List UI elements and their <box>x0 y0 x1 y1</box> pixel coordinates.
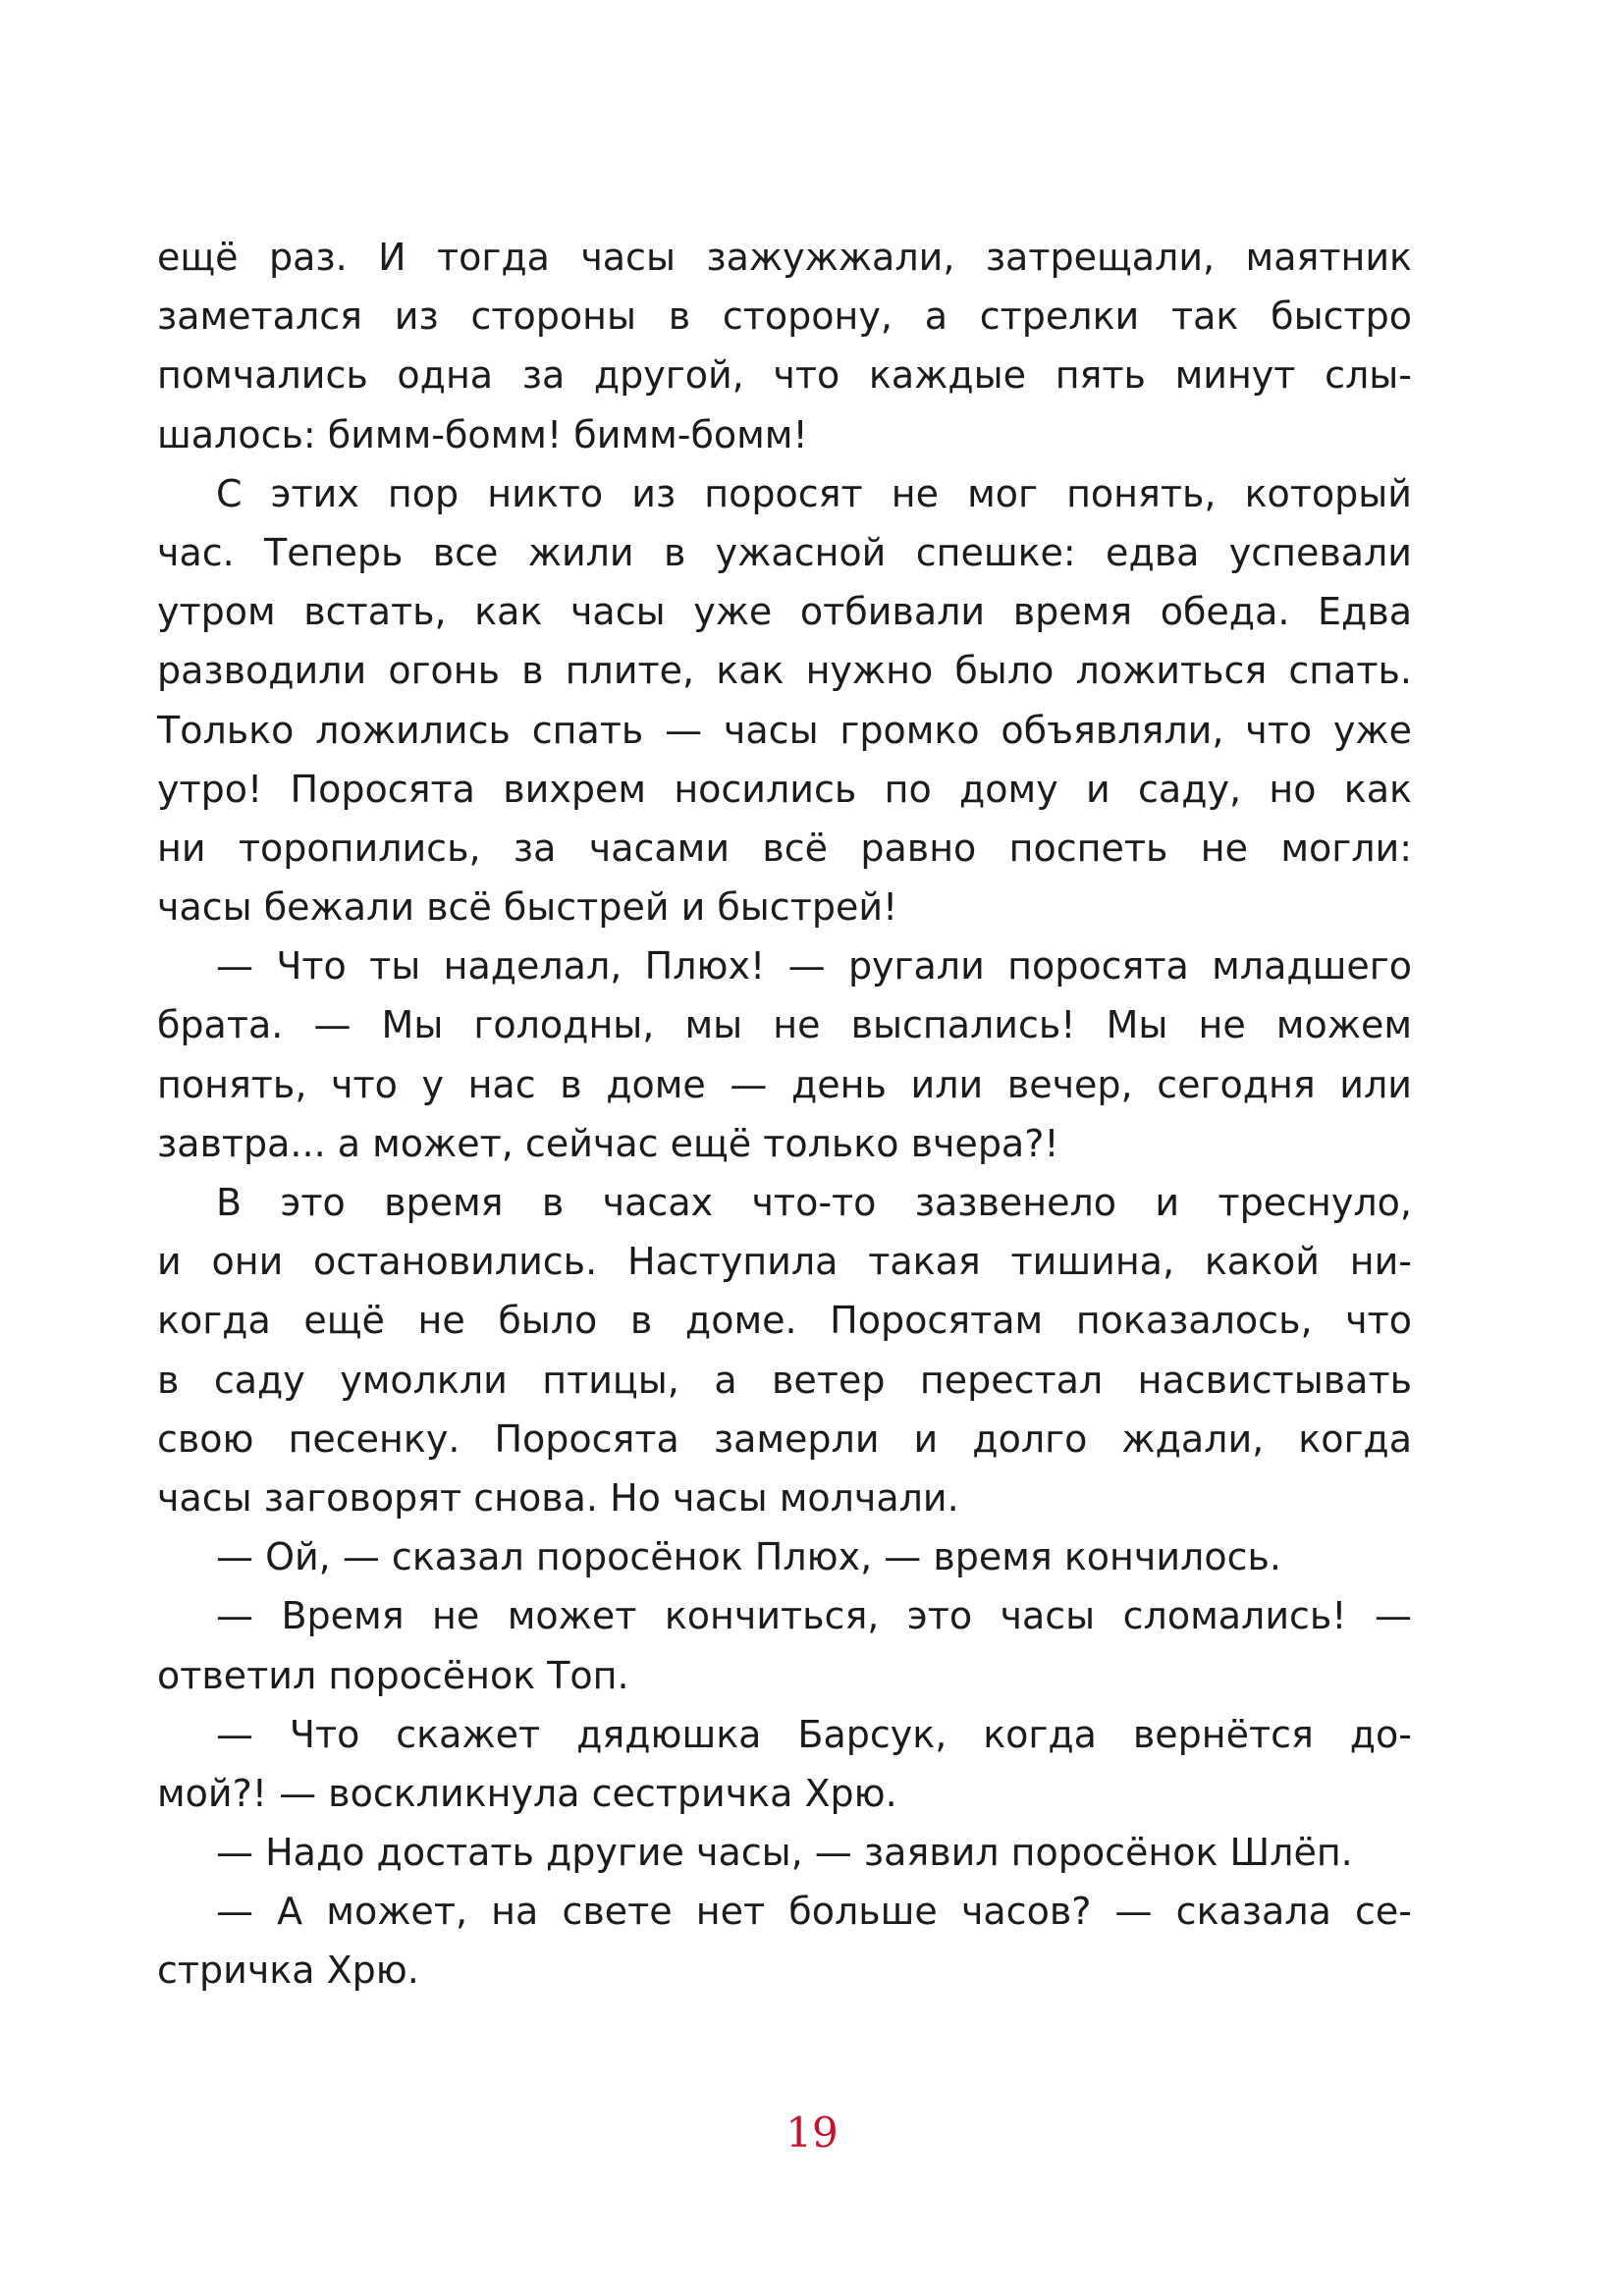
text-line: час. Теперь все жили в ужасной спешке: едва успевали <box>157 530 1412 574</box>
paragraph <box>157 1823 1412 1882</box>
text-line: понять, что у нас в доме — день или вечер, сегодня или <box>157 1062 1412 1106</box>
text-line: — Ой, — сказал поросёнок Плюх, — время кончилось. <box>216 1535 1281 1579</box>
text-line: — Что ты наделал, Плюх! — ругали поросята младшего <box>216 944 1412 988</box>
text-line: утро! Поросята вихрем носились по дому и саду, но как <box>157 767 1412 811</box>
text-line: С этих пор никто из поросят не мог понять, который <box>216 471 1412 515</box>
text-line: стричка Хрю. <box>157 1949 419 1993</box>
paragraph <box>157 936 1412 1173</box>
text-line: ещё раз. И тогда часы зажужжали, затрещали, маятник <box>157 236 1412 279</box>
paragraph <box>157 1705 1412 1823</box>
text-line: — Надо достать другие часы, — заявил поросёнок Шлёп. <box>216 1831 1353 1875</box>
paragraph <box>157 1882 1412 2000</box>
text-line: — Что скажет дядюшка Барсук, когда вернётся до- <box>216 1712 1412 1756</box>
text-line: часы заговорят снова. Но часы молчали. <box>157 1475 959 1520</box>
text-line: В это время в часах что-то зазвенело и треснуло, <box>216 1181 1412 1224</box>
text-line: утром встать, как часы уже отбивали время обеда. Едва <box>157 590 1412 634</box>
text-line: часы бежали всё быстрей и быстрей! <box>157 885 898 930</box>
paragraph <box>157 228 1412 464</box>
paragraph <box>157 1527 1412 1586</box>
text-line: заметался из стороны в сторону, а стрелки так быстро <box>157 294 1412 339</box>
text-line: свою песенку. Поросята замерли и долго ждали, когда <box>157 1416 1412 1461</box>
text-line: брата. — Мы голодны, мы не выспались! Мы не можем <box>157 1003 1412 1047</box>
paragraph <box>157 1173 1412 1527</box>
text-line: ни торопились, за часами всё равно поспеть не могли: <box>157 826 1412 870</box>
text-line: — А может, на свете нет больше часов? — сказала се- <box>216 1890 1412 1934</box>
text-line: Только ложились спать — часы громко объявляли, что уже <box>157 708 1412 752</box>
page-number: 19 <box>785 2109 839 2157</box>
paragraph <box>157 464 1412 937</box>
text-line: разводили огонь в плите, как нужно было ложиться спать. <box>157 649 1412 693</box>
text-line: ответил поросёнок Топ. <box>157 1653 629 1697</box>
text-line: помчались одна за другой, что каждые пять минут слы- <box>157 353 1412 398</box>
text-line: — Время не может кончиться, это часы сломались! — <box>216 1594 1412 1638</box>
text-line: мой?! — воскликнула сестричка Хрю. <box>157 1771 897 1815</box>
text-line: шалось: бимм-бомм! бимм-бомм! <box>157 412 808 456</box>
text-line: когда ещё не было в доме. Поросятам показалось, что <box>157 1299 1412 1343</box>
body-text <box>157 228 1412 2001</box>
paragraph <box>157 1586 1412 1704</box>
text-line: и они остановились. Наступила такая тишина, какой ни- <box>157 1240 1412 1284</box>
text-line: в саду умолкли птицы, а ветер перестал насвистывать <box>157 1358 1412 1402</box>
text-line: завтра... а может, сейчас ещё только вчера?! <box>157 1121 1059 1165</box>
